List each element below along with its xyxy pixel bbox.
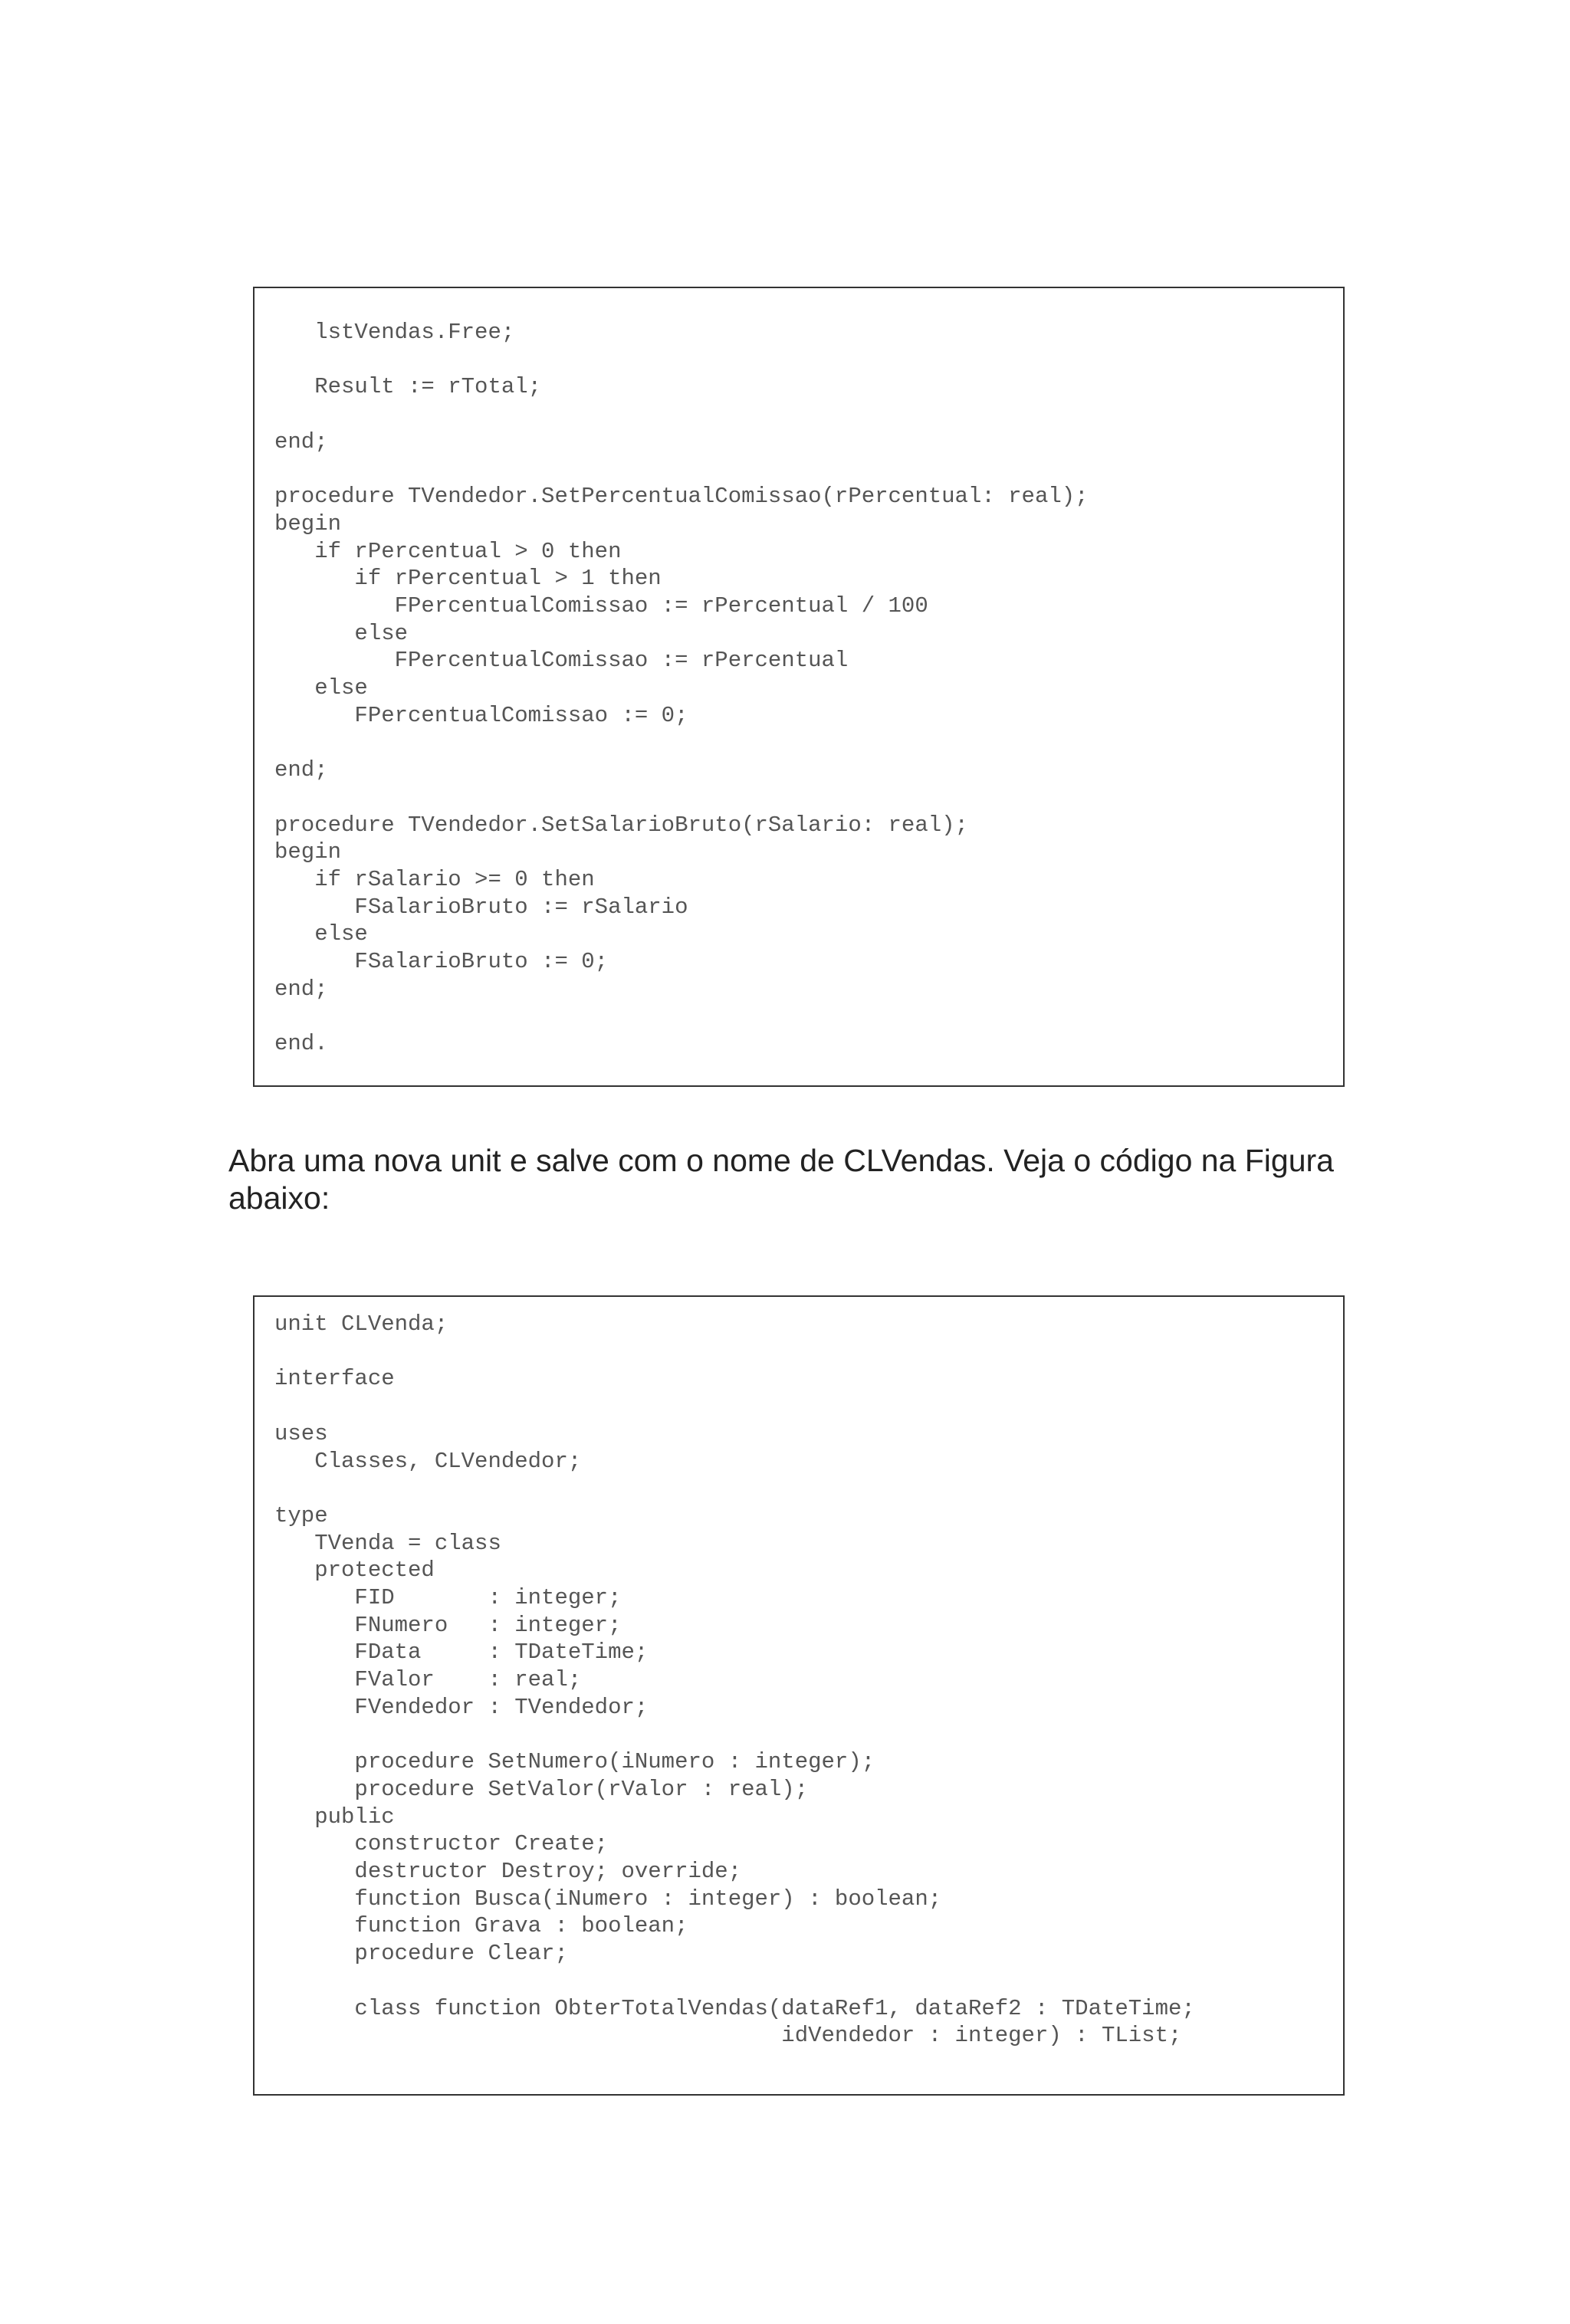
code-line: procedure Clear; (274, 1941, 568, 1967)
code-line: end; (274, 757, 328, 783)
code-line: FSalarioBruto := rSalario (274, 894, 688, 920)
code-line: begin (274, 510, 342, 537)
code-line: interface (274, 1366, 395, 1392)
code-line: end. (274, 1031, 328, 1057)
code-listing-2 (253, 1295, 1345, 2096)
code-line: class function ObterTotalVendas(dataRef1, dataRef2 : TDateTime; (274, 1995, 1195, 2021)
code-line: FID : integer; (274, 1585, 622, 1611)
code-line: procedure SetValor(rValor : real); (274, 1776, 809, 1802)
code-line: procedure TVendedor.SetPercentualComissao(rPercentual: real); (274, 484, 1089, 510)
code-line: FData : TDateTime; (274, 1640, 649, 1666)
code-line: public (274, 1804, 395, 1830)
code-line: FPercentualComissao := 0; (274, 702, 688, 728)
code-line: procedure TVendedor.SetSalarioBruto(rSalario: real); (274, 812, 968, 838)
body-paragraph: Abra uma nova unit e salve com o nome de CLVendas. Veja o código na Figura abaixo: (228, 1143, 1334, 1216)
code-line: end; (274, 428, 328, 455)
code-listing-1 (253, 287, 1345, 1087)
code-line: lstVendas.Free; (274, 320, 515, 345)
code-line: destructor Destroy; override; (274, 1859, 742, 1885)
code-line: type (274, 1502, 328, 1528)
code-line: protected (274, 1558, 435, 1584)
code-line: idVendedor : integer) : TList; (274, 2023, 1182, 2049)
code-line: else (274, 675, 368, 701)
code-line: FPercentualComissao := rPercentual / 100 (274, 593, 928, 619)
code-line: Classes, CLVendedor; (274, 1448, 582, 1474)
code-line: end; (274, 976, 328, 1002)
code-line: procedure SetNumero(iNumero : integer); (274, 1749, 875, 1775)
code-line: else (274, 620, 409, 646)
code-line: if rPercentual > 1 then (274, 566, 662, 592)
code-line: FPercentualComissao := rPercentual (274, 648, 849, 674)
code-line: unit CLVenda; (274, 1311, 448, 1337)
code-line: FSalarioBruto := 0; (274, 949, 609, 975)
code-line: function Busca(iNumero : integer) : boolean; (274, 1886, 942, 1912)
code-line: TVenda = class (274, 1530, 501, 1556)
code-line: begin (274, 839, 342, 865)
code-line: if rSalario >= 0 then (274, 867, 595, 893)
code-listing-1-text (274, 319, 1343, 1058)
code-line: if rPercentual > 0 then (274, 538, 622, 564)
code-line: constructor Create; (274, 1831, 609, 1857)
code-line: FNumero : integer; (274, 1612, 622, 1638)
code-line: else (274, 921, 368, 947)
code-line: function Grava : boolean; (274, 1913, 688, 1939)
code-line: uses (274, 1420, 328, 1446)
code-listing-2-text (274, 1311, 1343, 2050)
code-line: FValor : real; (274, 1667, 582, 1693)
code-line: FVendedor : TVendedor; (274, 1694, 649, 1720)
code-line: Result := rTotal; (274, 374, 542, 400)
